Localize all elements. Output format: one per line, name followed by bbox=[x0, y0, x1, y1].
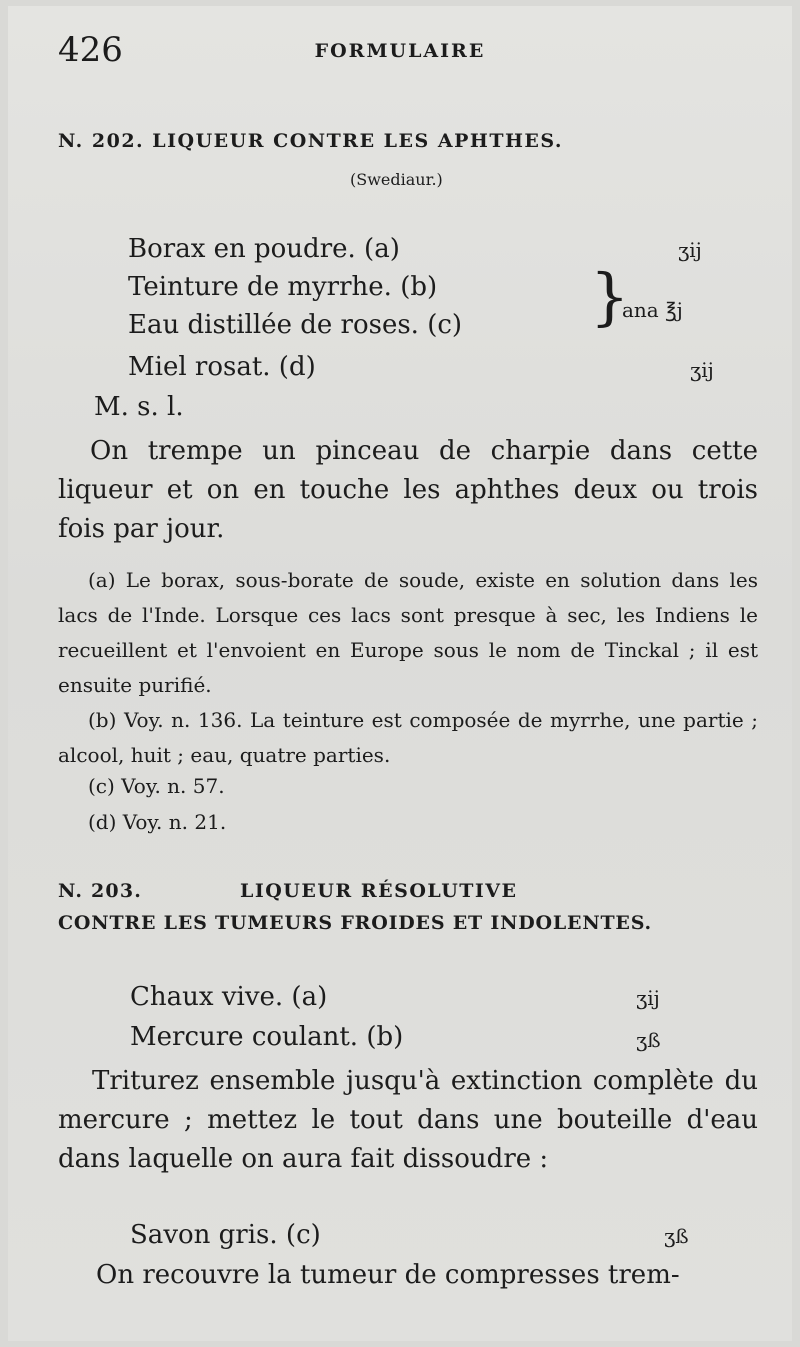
footnote-c: (c) Voy. n. 57. bbox=[88, 774, 225, 798]
ingredient-miel-rosat: Miel rosat. (d) bbox=[128, 352, 316, 382]
ingredient-savon-qty: ʒß bbox=[664, 1224, 689, 1248]
recipe-203-subtitle: CONTRE LES TUMEURS FROIDES ET INDOLENTES. bbox=[58, 912, 652, 934]
recipe-203-continuation: On recouvre la tumeur de compresses trem- bbox=[96, 1260, 680, 1290]
recipe-202-author: (Swediaur.) bbox=[350, 170, 443, 189]
ingredient-chaux-vive: Chaux vive. (a) bbox=[130, 982, 328, 1012]
ingredient-mercure-qty: ʒß bbox=[636, 1028, 661, 1052]
page-number: 426 bbox=[58, 30, 123, 70]
recipe-203-title: LIQUEUR RÉSOLUTIVE bbox=[240, 880, 518, 902]
recipe-203-number: N. 203. bbox=[58, 880, 143, 902]
brace-quantity: ana ℥j bbox=[622, 298, 683, 322]
ingredient-mercure: Mercure coulant. (b) bbox=[130, 1022, 404, 1052]
ingredient-borax-qty: ʒij bbox=[678, 238, 702, 262]
ingredient-savon-gris: Savon gris. (c) bbox=[130, 1220, 321, 1250]
ingredient-miel-qty: ʒij bbox=[690, 358, 714, 382]
recipe-202-title: N. 202. LIQUEUR CONTRE LES APHTHES. bbox=[58, 130, 564, 152]
ingredient-chaux-qty: ʒij bbox=[636, 986, 660, 1010]
ingredient-borax: Borax en poudre. (a) bbox=[128, 234, 400, 264]
running-head: FORMULAIRE bbox=[314, 40, 486, 62]
ingredient-myrrhe: Teinture de myrrhe. (b) bbox=[128, 272, 438, 302]
ingredient-eau-roses: Eau distillée de roses. (c) bbox=[128, 310, 463, 340]
brace-glyph: } bbox=[590, 260, 630, 333]
footnote-a: (a) Le borax, sous-borate de soude, existe en solution dans les lacs de l'Inde. Lorsque ces lacs sont presque à sec, les Indiens le recueillent et l'envoient en Europe sous le nom de Tinckal ; il est ensuite purifié. bbox=[58, 568, 758, 697]
misce-fiat: M. s. l. bbox=[94, 392, 184, 422]
recipe-202-instructions: On trempe un pinceau de charpie dans cette liqueur et on en touche les aphthes deux ou trois fois par jour. bbox=[58, 436, 758, 544]
recipe-203-instructions: Triturez ensemble jusqu'à extinction complète du mercure ; mettez le tout dans une bouteille d'eau dans laquelle on aura fait dissoudre : bbox=[58, 1066, 758, 1174]
footnote-b: (b) Voy. n. 136. La teinture est composée de myrrhe, une partie ; alcool, huit ; eau, quatre parties. bbox=[58, 708, 758, 767]
footnote-d: (d) Voy. n. 21. bbox=[88, 810, 227, 834]
